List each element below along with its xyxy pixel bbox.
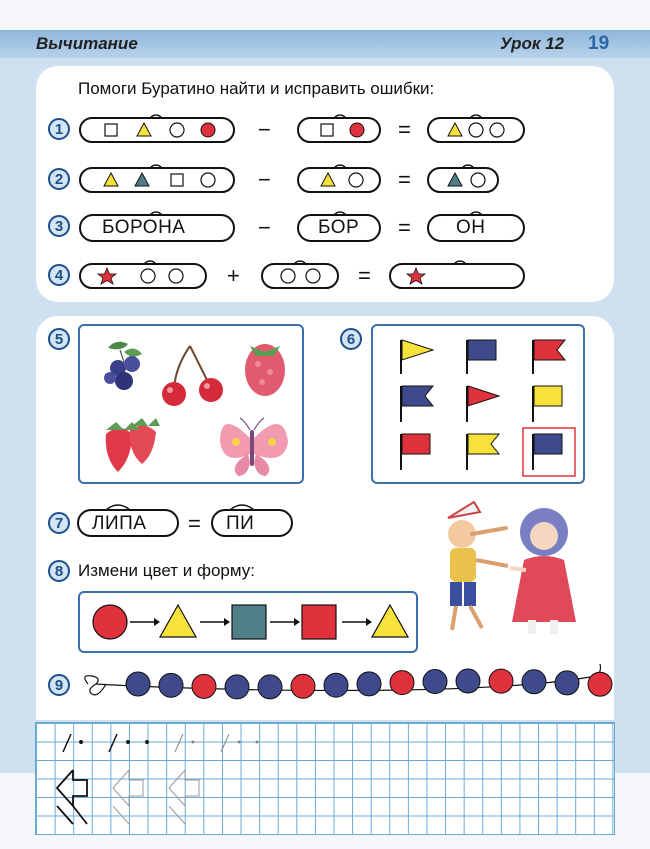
- bead: [324, 673, 348, 697]
- lesson-label: Урок 12: [500, 34, 565, 53]
- thread-knot-icon: [85, 676, 106, 695]
- arrow-pattern-tracing: [113, 770, 199, 824]
- bead: [357, 672, 381, 696]
- task-9-bead-string: [76, 660, 616, 710]
- word-lipa: ЛИПА: [92, 513, 147, 534]
- minus-sign: −: [258, 215, 271, 240]
- plus-sign: +: [227, 263, 240, 288]
- circle-shape: [490, 123, 504, 137]
- circle-shape: [201, 173, 215, 187]
- equals-sign: =: [188, 511, 201, 536]
- flag-blue-rect: [467, 340, 496, 374]
- word-borona: БОРОНА: [102, 217, 186, 238]
- word-bor: БОР: [318, 217, 360, 238]
- cherry-icon: [162, 346, 223, 406]
- minus-sign: −: [258, 117, 271, 142]
- circle-shape: [350, 123, 364, 137]
- page-number: 19: [588, 33, 610, 54]
- square-shape: [302, 605, 336, 639]
- set-b: [262, 261, 338, 288]
- circle-shape: [169, 269, 183, 283]
- flag-blue-rect: [533, 434, 562, 470]
- task-5-pictures: [80, 326, 302, 482]
- flag-yellow-swallowtail: [467, 434, 499, 470]
- butterfly-icon: [220, 418, 288, 476]
- task-1-row: [0, 108, 650, 148]
- flag-red-rect: [401, 434, 430, 470]
- equals-sign: =: [398, 167, 411, 192]
- malvina-figure: [510, 508, 576, 634]
- bead: [258, 675, 282, 699]
- bead: [522, 670, 546, 694]
- raspberry-icon: [245, 344, 285, 396]
- equals-sign: =: [398, 117, 411, 142]
- grid-pattern-samples: [35, 722, 613, 833]
- section-title: Вычитание: [36, 34, 138, 53]
- task-6-flags-frame: [371, 324, 585, 484]
- equals-sign: =: [358, 263, 371, 288]
- bead: [225, 675, 249, 699]
- bead: [423, 670, 447, 694]
- bead: [291, 674, 315, 698]
- task-8-sequence: [80, 593, 416, 651]
- task-1-instruction: Помоги Буратино найти и исправить ошибки:: [78, 79, 435, 98]
- task-5-picture-frame: [78, 324, 304, 484]
- bead: [192, 674, 216, 698]
- page-header: [0, 30, 650, 59]
- task-6-flags: [373, 326, 583, 482]
- flag-red-triangle: [467, 386, 499, 422]
- bead: [390, 671, 414, 695]
- task-8-number: 8: [48, 560, 70, 582]
- beads: [126, 669, 612, 699]
- set-b: [298, 165, 380, 192]
- circle-shape: [306, 269, 320, 283]
- set-c: [390, 261, 524, 288]
- circle-shape: [141, 269, 155, 283]
- task-5-number: 5: [48, 328, 70, 350]
- square-shape: [232, 605, 266, 639]
- equals-sign: =: [398, 215, 411, 240]
- task-2-number: 2: [48, 168, 70, 190]
- task-4-row: [0, 253, 650, 293]
- circle-shape: [349, 173, 363, 187]
- set-a: [80, 115, 234, 142]
- flag-blue-swallowtail: [401, 386, 433, 422]
- task-1-number: 1: [48, 118, 70, 140]
- bead: [588, 672, 612, 696]
- task-6-number: 6: [340, 328, 362, 350]
- flag-yellow-triangle: [401, 340, 433, 374]
- word-pi: ПИ: [226, 513, 255, 534]
- bead: [126, 672, 150, 696]
- task-2-row: [0, 158, 650, 198]
- buratino-malvina-illustration: [432, 496, 612, 646]
- minus-sign: −: [258, 167, 271, 192]
- bead: [159, 673, 183, 697]
- circle-shape: [281, 269, 295, 283]
- square-shape: [321, 124, 333, 136]
- strawberry-icon: [106, 418, 160, 472]
- set-a: [80, 261, 206, 288]
- word-on: ОН: [456, 217, 486, 238]
- square-shape: [171, 174, 183, 186]
- task-3-number: 3: [48, 215, 70, 237]
- bead: [489, 669, 513, 693]
- bead: [456, 669, 480, 693]
- task-8-sequence-frame: [78, 591, 418, 653]
- blueberry-icon: [104, 342, 142, 390]
- task-7-number: 7: [48, 512, 70, 534]
- set-c: [428, 165, 498, 192]
- set-a: [80, 165, 234, 192]
- triangle-shape: [372, 605, 408, 637]
- circle-shape: [201, 123, 215, 137]
- flag-red-swallowtail: [533, 340, 565, 374]
- set-c: [428, 115, 524, 142]
- task-4-number: 4: [48, 264, 70, 286]
- task-9-number: 9: [48, 674, 70, 696]
- circle-shape: [170, 123, 184, 137]
- circle-shape: [469, 123, 483, 137]
- triangle-shape: [160, 605, 196, 637]
- square-shape: [105, 124, 117, 136]
- circle-shape: [471, 173, 485, 187]
- flag-yellow-rect: [533, 386, 562, 422]
- bead: [555, 671, 579, 695]
- circle-shape: [93, 605, 127, 639]
- set-b: [298, 115, 380, 142]
- buratino-figure: [448, 502, 508, 630]
- arrow-pattern-sample: [57, 770, 87, 824]
- task-8-instruction: Измени цвет и форму:: [78, 561, 255, 580]
